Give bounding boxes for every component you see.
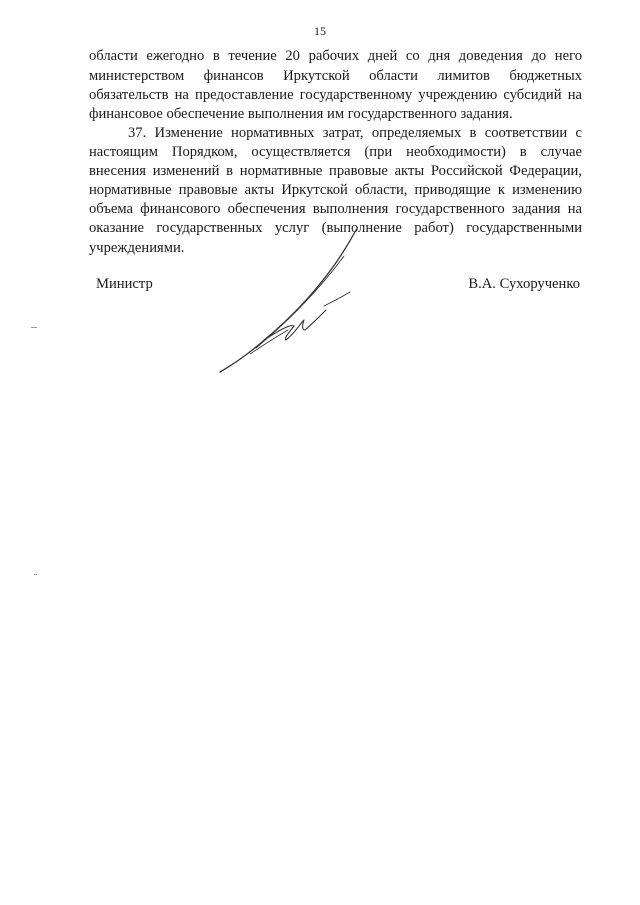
paragraph-line: оказание государственных услуг (выполнение работ) государственными — [89, 220, 582, 236]
paragraph-line: обязательств на предоставление государственному учреждению субсидий на — [89, 87, 582, 103]
signer-title: Министр — [96, 276, 153, 292]
paragraph-line: 37. Изменение нормативных затрат, определяемых в соответствии с — [128, 125, 582, 141]
scan-artifact — [31, 327, 37, 328]
paragraph-line: настоящим Порядком, осуществляется (при необходимости) в случае — [89, 144, 582, 160]
paragraph-line: нормативные правовые акты Иркутской области, приводящие к изменению — [89, 182, 582, 198]
signer-name: В.А. Сухорученко — [468, 276, 580, 292]
paragraph-line: области ежегодно в течение 20 рабочих дней со дня доведения до него — [89, 48, 582, 64]
paragraph-line: учреждениями. — [89, 240, 185, 256]
paragraph-line: финансовое обеспечение выполнения им государственного задания. — [89, 106, 513, 122]
paragraph-line: внесения изменений в нормативные правовые акты Российской Федерации, — [89, 163, 582, 179]
page-number: 15 — [314, 24, 326, 38]
scan-artifact — [34, 574, 37, 575]
paragraph-line: объема финансового обеспечения выполнения государственного задания на — [89, 201, 582, 217]
handwritten-signature — [210, 226, 370, 376]
paragraph-line: министерством финансов Иркутской области лимитов бюджетных — [89, 68, 582, 84]
